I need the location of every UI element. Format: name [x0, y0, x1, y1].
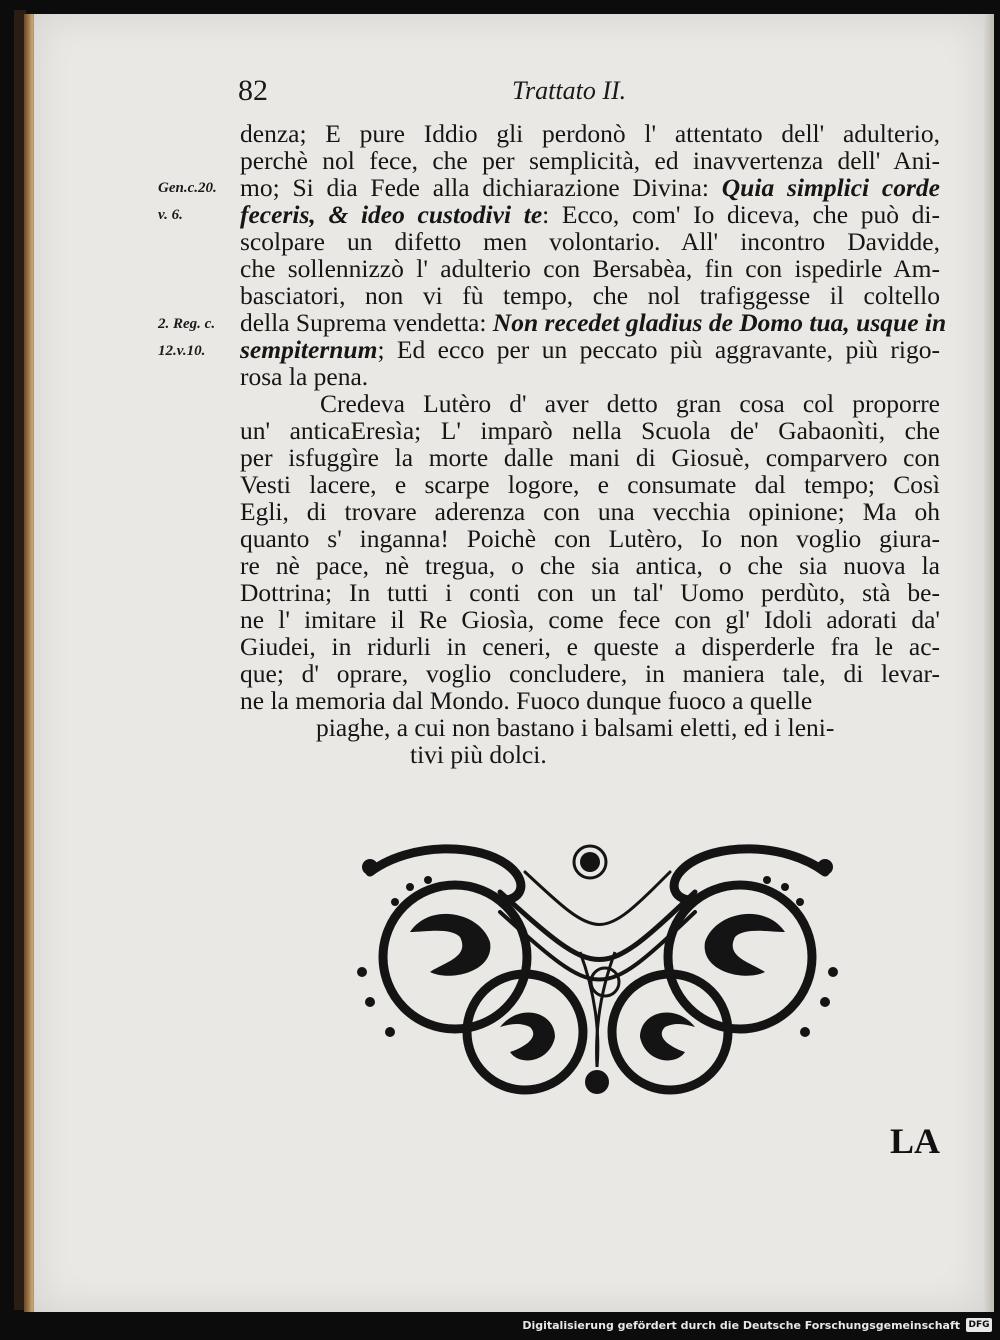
- digitization-footer: [522, 1314, 992, 1336]
- text-run: rosa la pena.: [240, 362, 369, 391]
- text-line: [240, 552, 940, 579]
- text-run: ne la memoria dal Mondo. Fuoco dunque fuoco a quelle: [240, 686, 813, 715]
- text-run: che sollennizzò l' adulterio con Bersabèa, fin con ispedirle Am-: [240, 254, 940, 283]
- text-run: basciatori, non vi fù tempo, che nol trafiggesse il coltello: [240, 281, 940, 310]
- text-line: [240, 308, 947, 337]
- italic-text: feceris, & ideo custodivi te: [240, 200, 543, 229]
- text-run: ne l' imitare il Re Giosìa, come fece con gl' Idoli adorati da': [240, 605, 940, 634]
- italic-text: Non recedet gladius de Domo tua, usque in: [492, 308, 947, 337]
- text-line: [240, 687, 940, 714]
- margin-note-verse-10: 12.v.10.: [158, 343, 206, 359]
- page-header: [238, 74, 938, 114]
- italic-text: Quia simplici corde: [721, 173, 940, 202]
- text-line: [240, 633, 940, 660]
- text-run: ; Ed ecco per un peccato più aggravante, più rigo-: [377, 335, 940, 364]
- text-line: [240, 606, 940, 633]
- text-line: [240, 660, 940, 687]
- printers-ornament: [350, 832, 845, 1102]
- text-run: que; d' oprare, voglio concludere, in maniera tale, di levar-: [240, 659, 940, 688]
- text-run: un' anticaEresìa; L' imparò nella Scuola de' Gabaonìti, che: [240, 416, 940, 445]
- text-run: piaghe, a cui non bastano i balsami eletti, ed i leni-: [316, 713, 835, 742]
- text-run: perchè nol fece, che per semplicità, ed inavvertenza dell' Ani-: [240, 146, 940, 175]
- text-run: mo; Si dia Fede alla dichiarazione Divina:: [240, 173, 722, 202]
- text-line: [240, 714, 940, 741]
- margin-note-reg: 2. Reg. c.: [158, 316, 216, 332]
- text-line: [240, 741, 940, 768]
- text-line: [240, 417, 940, 444]
- text-line: [240, 363, 940, 390]
- text-run: della Suprema vendetta:: [240, 308, 493, 337]
- dfg-logo-icon: DFG: [966, 1318, 992, 1332]
- text-line: [240, 525, 940, 552]
- margin-note-gen: Gen.c.20.: [158, 180, 217, 196]
- text-run: quanto s' inganna! Poichè con Lutèro, Io non voglio giura-: [240, 524, 940, 553]
- text-run: Egli, di trovare aderenza con una vecchia opinione; Ma oh: [240, 497, 940, 526]
- margin-note-verse-6: v. 6.: [158, 207, 183, 223]
- text-run: : Ecco, com' Io diceva, che può di-: [542, 200, 940, 229]
- text-run: scolpare un difetto men volontario. All' incontro Davidde,: [240, 227, 940, 256]
- text-line: [240, 498, 940, 525]
- text-line: [240, 390, 940, 417]
- text-run: tivi più dolci.: [410, 740, 547, 769]
- text-line: [240, 174, 940, 201]
- text-line: [240, 255, 940, 282]
- right-page-edge: [984, 14, 994, 1312]
- text-run: re nè pace, nè tregua, o che sia antica, o che sia nuova la: [240, 551, 940, 580]
- page-number: 82: [238, 74, 268, 107]
- italic-text: sempiternum: [240, 335, 378, 364]
- text-line: [240, 579, 940, 606]
- body-text: [240, 119, 947, 769]
- footer-text: Digitalisierung gefördert durch die Deutsche Forschungsgemeinschaft: [522, 1318, 960, 1332]
- text-run: per isfuggìre la morte dalle mani di Giosuè, comparvero con: [240, 443, 940, 472]
- running-head: Trattato II.: [512, 76, 627, 105]
- text-line: [240, 228, 940, 255]
- text-run: Dottrina; In tutti i conti con un tal' Uomo perdùto, stà be-: [240, 578, 940, 607]
- text-run: Credeva Lutèro d' aver detto gran cosa col proporre: [320, 389, 940, 418]
- text-run: Vesti lacere, e scarpe logore, e consumate dal tempo; Così: [240, 470, 940, 499]
- text-line: [240, 336, 940, 363]
- text-line: [240, 120, 940, 147]
- text-line: [240, 201, 940, 228]
- text-line: [240, 147, 940, 174]
- catchword: LA: [890, 1121, 941, 1161]
- text-line: [240, 444, 940, 471]
- text-line: [240, 471, 940, 498]
- text-run: Giudei, in ridurli in ceneri, e queste a disperderle fra le ac-: [240, 632, 940, 661]
- text-line: [240, 282, 940, 309]
- text-run: denza; E pure Iddio gli perdonò l' attentato dell' adulterio,: [240, 119, 940, 148]
